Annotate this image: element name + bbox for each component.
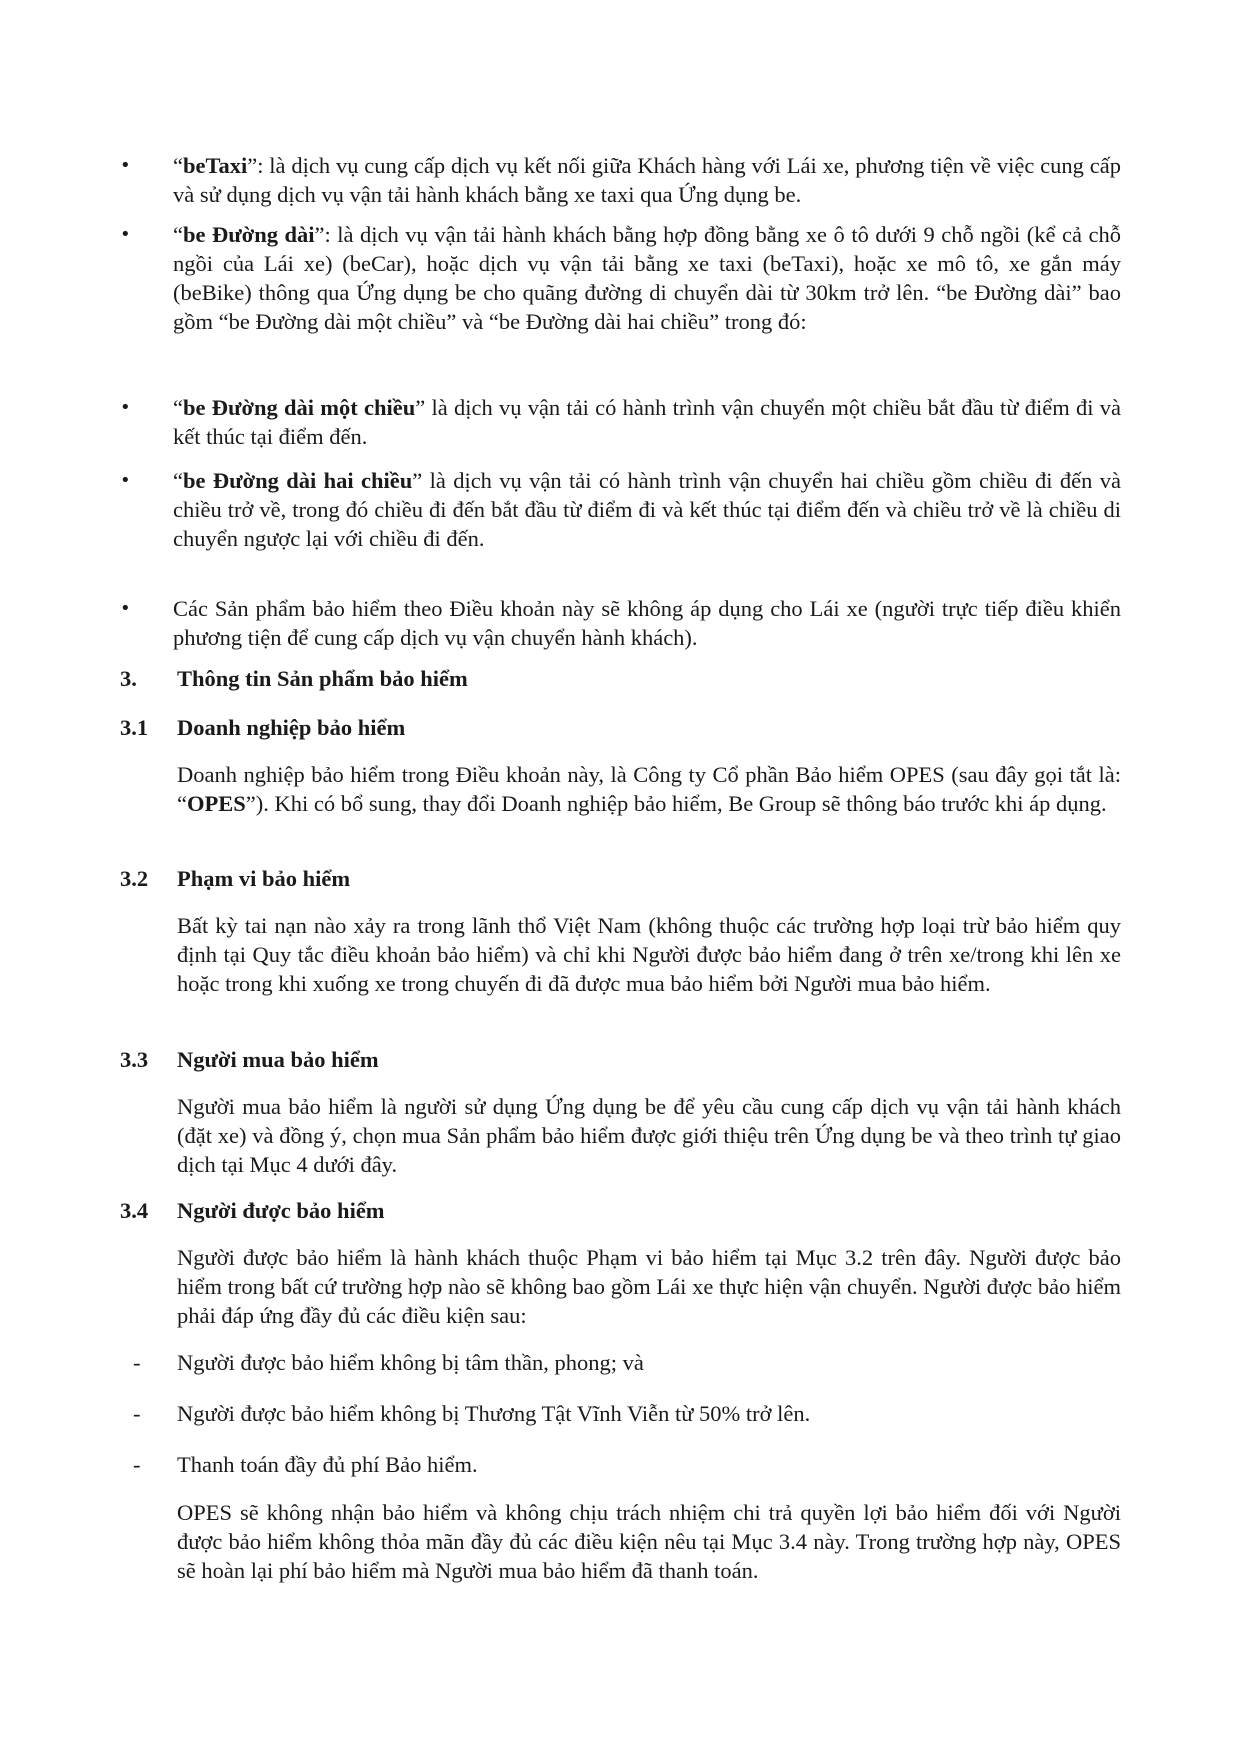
subsection-heading: 3.1 Doanh nghiệp bảo hiểm: [120, 715, 406, 740]
bullet-marker: •: [120, 397, 131, 418]
subsection-heading: 3.3 Người mua bảo hiểm: [120, 1047, 379, 1072]
list-item: [120, 594, 1121, 652]
bullet-marker: •: [120, 224, 131, 245]
list-item: [120, 393, 1121, 451]
list-item: [120, 220, 1121, 336]
bullet-text: “be Đường dài hai chiều” là dịch vụ vận tải có hành trình vận chuyển hai chiều gồm chiều đi đến và chiều trở về, trong đó chiều đi đến bắt đầu từ điểm đi và kết thúc tại điểm đến và chiều trở về là chiều di chuyển ngược lại với chiều đi đến.: [173, 468, 1121, 551]
dash-marker: -: [133, 1350, 141, 1375]
dash-marker: -: [133, 1452, 141, 1477]
bullet-text: “be Đường dài một chiều” là dịch vụ vận tải có hành trình vận chuyển một chiều bắt đầu từ điểm đi và kết thúc tại điểm đến.: [173, 395, 1121, 449]
bullet-marker: •: [120, 470, 131, 491]
list-item: [120, 466, 1121, 553]
bullet-marker: •: [120, 155, 131, 176]
paragraph: Người mua bảo hiểm là người sử dụng Ứng dụng be để yêu cầu cung cấp dịch vụ vận tải hành khách (đặt xe) và đồng ý, chọn mua Sản phẩm bảo hiểm được giới thiệu trên Ứng dụng be và theo trình tự giao dịch tại Mục 4 dưới đây.: [177, 1094, 1121, 1177]
list-item: - Người được bảo hiểm không bị tâm thần, phong; và: [133, 1350, 644, 1375]
term-two-way: be Đường dài hai chiều: [183, 468, 413, 493]
list-item: - Người được bảo hiểm không bị Thương Tật Vĩnh Viễn từ 50% trở lên.: [133, 1401, 811, 1426]
bullet-text: “be Đường dài”: là dịch vụ vận tải hành khách bằng hợp đồng bằng xe ô tô dưới 9 chỗ ngồi (kể cả chỗ ngồi của Lái xe) (beCar), hoặc dịch vụ vận tải bằng xe taxi (beTaxi), hoặc xe mô tô, xe gắn máy (beBike) thông qua Ứng dụng be cho quãng đường di chuyển dài từ 30km trở lên. “be Đường dài” bao gồm “be Đường dài một chiều” và “be Đường dài hai chiều” trong đó:: [173, 222, 1121, 334]
paragraph: OPES sẽ không nhận bảo hiểm và không chịu trách nhiệm chi trả quyền lợi bảo hiểm đối với Người được bảo hiểm không thỏa mãn đầy đủ các điều kiện nêu tại Mục 3.4 này. Trong trường hợp này, OPES sẽ hoàn lại phí bảo hiểm mà Người mua bảo hiểm đã thanh toán.: [177, 1500, 1121, 1583]
bullet-text: Các Sản phẩm bảo hiểm theo Điều khoản này sẽ không áp dụng cho Lái xe (người trực tiếp điều khiển phương tiện để cung cấp dịch vụ vận chuyển hành khách).: [173, 596, 1121, 650]
subsection-heading: 3.2 Phạm vi bảo hiểm: [120, 866, 351, 891]
bullet-marker: •: [120, 598, 131, 619]
section-heading: 3. Thông tin Sản phẩm bảo hiểm: [120, 666, 468, 691]
list-item: [120, 151, 1121, 209]
term-one-way: be Đường dài một chiều: [183, 395, 416, 420]
dash-marker: -: [133, 1401, 141, 1426]
paragraph: Bất kỳ tai nạn nào xảy ra trong lãnh thổ Việt Nam (không thuộc các trường hợp loại trừ bảo hiểm quy định tại Quy tắc điều khoản bảo hiểm) và chỉ khi Người được bảo hiểm đang ở trên xe/trong khi lên xe hoặc trong khi xuống xe trong chuyến đi đã được mua bảo hiểm bởi Người mua bảo hiểm.: [177, 913, 1121, 996]
list-item: - Thanh toán đầy đủ phí Bảo hiểm.: [133, 1452, 478, 1477]
term-betaxi: beTaxi: [183, 153, 248, 178]
term-be-duong-dai: be Đường dài: [183, 222, 315, 247]
subsection-heading: 3.4 Người được bảo hiểm: [120, 1198, 385, 1223]
bullet-text: “beTaxi”: là dịch vụ cung cấp dịch vụ kết nối giữa Khách hàng với Lái xe, phương tiện về việc cung cấp và sử dụng dịch vụ vận tải hành khách bằng xe taxi qua Ứng dụng be.: [173, 153, 1121, 207]
paragraph: Doanh nghiệp bảo hiểm trong Điều khoản này, là Công ty Cổ phần Bảo hiểm OPES (sau đây gọi tắt là: “OPES”). Khi có bổ sung, thay đổi Doanh nghiệp bảo hiểm, Be Group sẽ thông báo trước khi áp dụng.: [177, 762, 1121, 816]
paragraph: Người được bảo hiểm là hành khách thuộc Phạm vi bảo hiểm tại Mục 3.2 trên đây. Người được bảo hiểm trong bất cứ trường hợp nào sẽ không bao gồm Lái xe thực hiện vận chuyển. Người được bảo hiểm phải đáp ứng đầy đủ các điều kiện sau:: [177, 1245, 1121, 1328]
